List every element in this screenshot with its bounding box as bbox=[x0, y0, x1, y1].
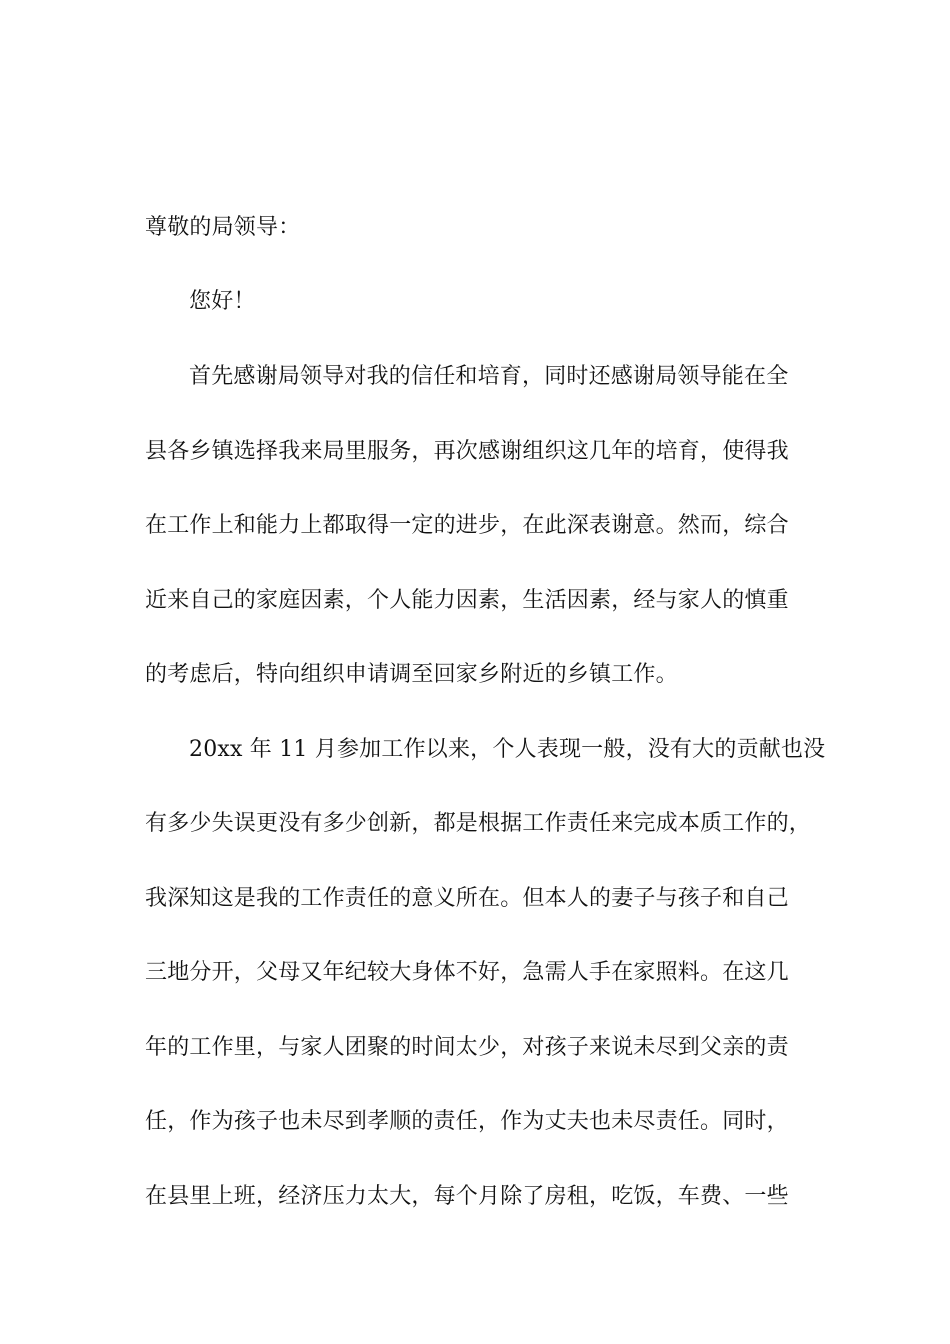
paragraph-2-line-5: 年的工作里，与家人团聚的时间太少，对孩子来说未尽到父亲的责 bbox=[145, 1035, 789, 1060]
paragraph-2-line-1: 20xx 年 11 月参加工作以来，个人表现一般，没有大的贡献也没 bbox=[189, 737, 826, 762]
paragraph-1-line-1: 首先感谢局领导对我的信任和培育，同时还感谢局领导能在全 bbox=[189, 364, 789, 389]
salutation: 尊敬的局领导： bbox=[145, 215, 301, 240]
paragraph-1-line-2: 县各乡镇选择我来局里服务，再次感谢组织这几年的培育，使得我 bbox=[145, 439, 789, 464]
paragraph-2-line-6: 任，作为孩子也未尽到孝顺的责任，作为丈夫也未尽责任。同时， bbox=[145, 1109, 789, 1134]
paragraph-2-line-4: 三地分开，父母又年纪较大身体不好，急需人手在家照料。在这几 bbox=[145, 960, 789, 985]
paragraph-2-line-7: 在县里上班，经济压力太大，每个月除了房租，吃饭，车费、一些 bbox=[145, 1184, 789, 1209]
paragraph-1-line-4: 近来自己的家庭因素，个人能力因素，生活因素，经与家人的慎重 bbox=[145, 588, 789, 613]
greeting: 您好！ bbox=[189, 289, 256, 314]
paragraph-1-line-5: 的考虑后，特向组织申请调至回家乡附近的乡镇工作。 bbox=[145, 662, 678, 687]
paragraph-2-line-3: 我深知这是我的工作责任的意义所在。但本人的妻子与孩子和自己 bbox=[145, 886, 789, 911]
paragraph-1-line-3: 在工作上和能力上都取得一定的进步，在此深表谢意。然而，综合 bbox=[145, 513, 789, 538]
paragraph-2-line-2: 有多少失误更没有多少创新，都是根据工作责任来完成本质工作的， bbox=[145, 811, 812, 836]
